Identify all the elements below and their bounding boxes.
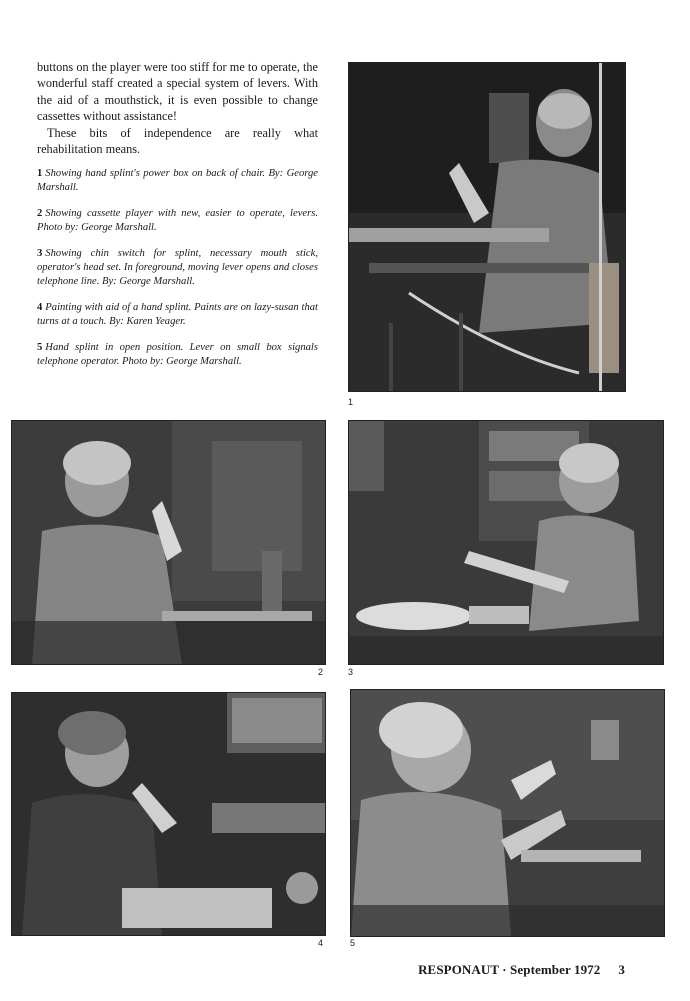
- caption-number: 2: [37, 208, 43, 219]
- page-number: 3: [618, 962, 625, 977]
- photo-number-3: 3: [348, 667, 354, 677]
- photo-3-chin-switch: [348, 420, 664, 665]
- photo-3-image: [349, 421, 663, 664]
- photo-number-1: 1: [348, 397, 354, 407]
- caption-1: [37, 167, 318, 195]
- caption-text: Showing chin switch for splint, necessary mouth stick, operator's head set. In foreground, moving lever opens and closes telephone line. By: George Marshall.: [37, 248, 318, 287]
- caption-number: 5: [37, 342, 43, 353]
- photo-2-cassette-player: [11, 420, 326, 665]
- photo-4-painting: [11, 692, 326, 936]
- photo-number-4: 4: [318, 938, 324, 948]
- photo-4-image: [12, 693, 325, 935]
- caption-3: [37, 247, 318, 289]
- page-footer: [418, 962, 625, 978]
- photo-1-image: [349, 63, 625, 391]
- photo-2-image: [12, 421, 325, 664]
- photo-1-hand-splint-power-box: [348, 62, 626, 392]
- body-paragraph-1: buttons on the player were too stiff for me to operate, the wonderful staff created a special system of levers. With the aid of a mouthstick, it is even possible to change cassettes without assistance!: [37, 60, 318, 124]
- caption-number: 3: [37, 248, 43, 259]
- photo-5-hand-splint-open: [350, 689, 665, 937]
- photo-5-image: [351, 690, 664, 936]
- caption-text: Showing cassette player with new, easier to operate, levers. Photo by: George Marshall.: [37, 208, 318, 233]
- caption-number: 4: [37, 302, 43, 313]
- caption-text: Showing hand splint's power box on back of chair. By: George Marshall.: [37, 168, 318, 193]
- article-body: [37, 59, 318, 157]
- body-paragraph-2: These bits of independence are really what rehabilitation means.: [37, 125, 318, 157]
- caption-5: [37, 341, 318, 369]
- caption-2: [37, 207, 318, 235]
- caption-text: Hand splint in open position. Lever on small box signals telephone operator. Photo by: George Marshall.: [37, 342, 318, 367]
- caption-number: 1: [37, 168, 43, 179]
- publication-label: RESPONAUT · September 1972: [418, 962, 601, 977]
- photo-number-2: 2: [318, 667, 324, 677]
- photo-captions: [37, 167, 318, 381]
- caption-text: Painting with aid of a hand splint. Paints are on lazy-susan that turns at a touch. By: Karen Yeager.: [37, 302, 318, 327]
- photo-number-5: 5: [350, 938, 356, 948]
- caption-4: [37, 301, 318, 329]
